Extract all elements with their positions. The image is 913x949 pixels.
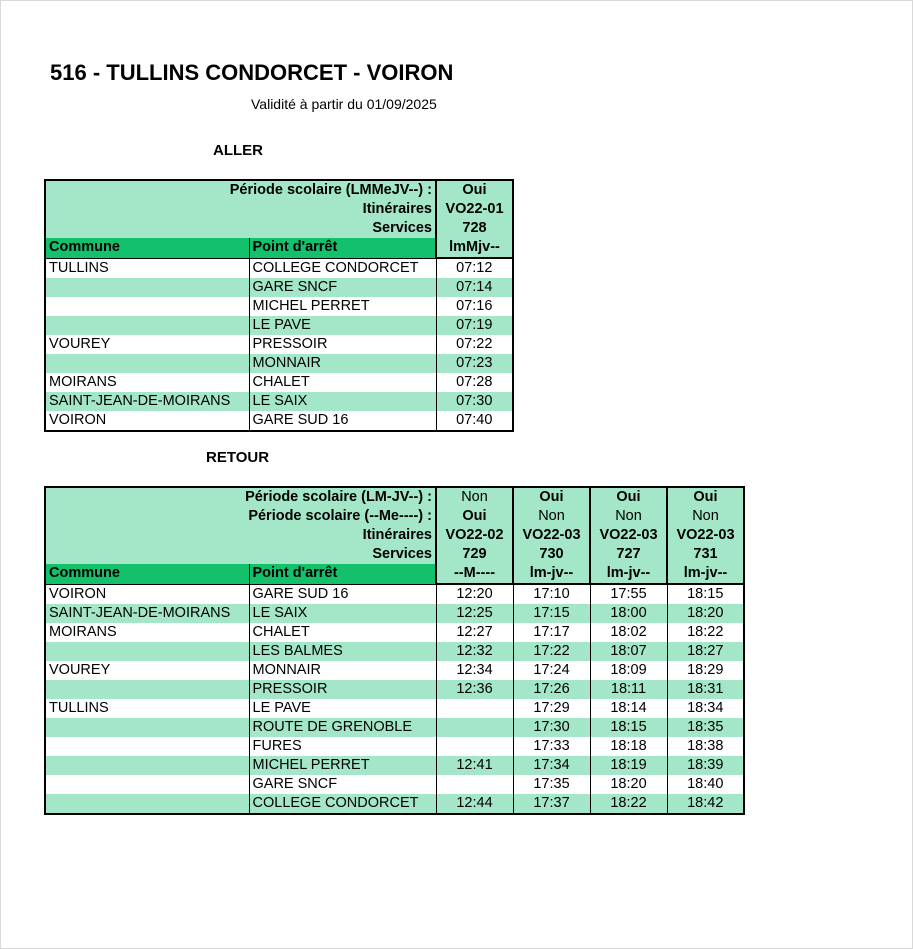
time-cell: 18:39 [667, 756, 744, 775]
header-row [45, 526, 744, 545]
header-value: Non [513, 507, 590, 526]
header-value: VO22-02 [436, 526, 513, 545]
commune-cell [45, 775, 249, 794]
time-cell: 07:12 [436, 258, 513, 278]
header-label: Période scolaire (LMMeJV--) : [45, 180, 436, 200]
time-cell: 18:35 [667, 718, 744, 737]
column-header-days: lmMjv-- [436, 238, 513, 258]
time-cell: 17:55 [590, 584, 667, 604]
stop-cell: MICHEL PERRET [249, 297, 436, 316]
commune-cell [45, 737, 249, 756]
table-row [45, 297, 513, 316]
time-cell: 18:15 [667, 584, 744, 604]
stop-cell: MONNAIR [249, 661, 436, 680]
time-cell [436, 699, 513, 718]
header-label: Période scolaire (LM-JV--) : [45, 487, 436, 507]
header-label: Services [45, 545, 436, 564]
time-cell: 18:11 [590, 680, 667, 699]
time-cell: 17:24 [513, 661, 590, 680]
header-row [45, 507, 744, 526]
time-cell: 12:41 [436, 756, 513, 775]
time-cell: 17:29 [513, 699, 590, 718]
stop-cell: COLLEGE CONDORCET [249, 258, 436, 278]
commune-cell: SAINT-JEAN-DE-MOIRANS [45, 604, 249, 623]
column-header-days: lm-jv-- [667, 564, 744, 584]
header-value: 729 [436, 545, 513, 564]
commune-cell: TULLINS [45, 699, 249, 718]
commune-cell: VOIRON [45, 584, 249, 604]
commune-cell [45, 642, 249, 661]
time-cell: 18:20 [590, 775, 667, 794]
time-cell: 18:31 [667, 680, 744, 699]
header-value: Oui [436, 180, 513, 200]
table-row [45, 411, 513, 431]
aller-section-title: ALLER [213, 142, 263, 159]
time-cell: 18:15 [590, 718, 667, 737]
table-row [45, 373, 513, 392]
stop-cell: PRESSOIR [249, 680, 436, 699]
stop-cell: GARE SUD 16 [249, 584, 436, 604]
stop-cell: COLLEGE CONDORCET [249, 794, 436, 814]
time-cell: 12:20 [436, 584, 513, 604]
time-cell: 07:19 [436, 316, 513, 335]
time-cell: 12:27 [436, 623, 513, 642]
column-header-days: lm-jv-- [590, 564, 667, 584]
header-row [45, 487, 744, 507]
header-value: 730 [513, 545, 590, 564]
time-cell: 18:09 [590, 661, 667, 680]
header-value: VO22-03 [590, 526, 667, 545]
time-cell: 07:14 [436, 278, 513, 297]
stop-cell: FURES [249, 737, 436, 756]
table-row [45, 680, 744, 699]
commune-cell: VOUREY [45, 661, 249, 680]
stop-cell: CHALET [249, 623, 436, 642]
header-row [45, 200, 513, 219]
table-row [45, 335, 513, 354]
stop-cell: LE PAVE [249, 316, 436, 335]
time-cell: 18:38 [667, 737, 744, 756]
header-row [45, 545, 744, 564]
header-label: Services [45, 219, 436, 238]
commune-cell [45, 680, 249, 699]
commune-cell [45, 794, 249, 814]
table-row [45, 642, 744, 661]
commune-cell: SAINT-JEAN-DE-MOIRANS [45, 392, 249, 411]
time-cell [436, 737, 513, 756]
commune-cell: MOIRANS [45, 373, 249, 392]
header-value: Oui [436, 507, 513, 526]
table-row [45, 718, 744, 737]
time-cell: 17:30 [513, 718, 590, 737]
stop-cell: LE PAVE [249, 699, 436, 718]
table-row [45, 794, 744, 814]
time-cell: 17:17 [513, 623, 590, 642]
stop-cell: ROUTE DE GRENOBLE [249, 718, 436, 737]
header-row [45, 180, 513, 200]
time-cell: 12:32 [436, 642, 513, 661]
column-header-days: --M---- [436, 564, 513, 584]
stop-cell: PRESSOIR [249, 335, 436, 354]
time-cell: 17:37 [513, 794, 590, 814]
header-value: 727 [590, 545, 667, 564]
page-title: 516 - TULLINS CONDORCET - VOIRON [50, 60, 454, 85]
header-value: Oui [590, 487, 667, 507]
table-row [45, 604, 744, 623]
time-cell: 07:22 [436, 335, 513, 354]
stop-cell: MICHEL PERRET [249, 756, 436, 775]
header-value: 731 [667, 545, 744, 564]
stop-cell: MONNAIR [249, 354, 436, 373]
stop-cell: GARE SNCF [249, 775, 436, 794]
time-cell: 17:35 [513, 775, 590, 794]
commune-cell [45, 756, 249, 775]
table-row [45, 699, 744, 718]
time-cell: 18:22 [667, 623, 744, 642]
commune-cell [45, 718, 249, 737]
column-header-days: lm-jv-- [513, 564, 590, 584]
time-cell: 18:14 [590, 699, 667, 718]
time-cell: 18:34 [667, 699, 744, 718]
stop-cell: LE SAIX [249, 392, 436, 411]
time-cell: 18:40 [667, 775, 744, 794]
header-value: Oui [513, 487, 590, 507]
retour-timetable [44, 486, 745, 815]
time-cell: 17:22 [513, 642, 590, 661]
time-cell: 07:23 [436, 354, 513, 373]
commune-cell [45, 278, 249, 297]
time-cell [436, 775, 513, 794]
table-row [45, 584, 744, 604]
time-cell: 18:02 [590, 623, 667, 642]
commune-cell: VOIRON [45, 411, 249, 431]
commune-cell [45, 354, 249, 373]
header-label: Période scolaire (--Me----) : [45, 507, 436, 526]
table-row [45, 354, 513, 373]
stop-cell: GARE SUD 16 [249, 411, 436, 431]
header-value: Non [436, 487, 513, 507]
stop-cell: LES BALMES [249, 642, 436, 661]
time-cell: 18:19 [590, 756, 667, 775]
time-cell: 12:36 [436, 680, 513, 699]
column-header-stop: Point d'arrêt [249, 564, 436, 584]
time-cell: 12:44 [436, 794, 513, 814]
time-cell: 18:00 [590, 604, 667, 623]
commune-cell [45, 297, 249, 316]
time-cell: 12:34 [436, 661, 513, 680]
time-cell: 18:20 [667, 604, 744, 623]
time-cell: 18:29 [667, 661, 744, 680]
aller-timetable [44, 179, 514, 432]
table-row [45, 756, 744, 775]
time-cell: 18:22 [590, 794, 667, 814]
table-row [45, 278, 513, 297]
time-cell: 18:42 [667, 794, 744, 814]
retour-section-title: RETOUR [206, 449, 270, 466]
table-row [45, 737, 744, 756]
time-cell: 07:30 [436, 392, 513, 411]
time-cell: 18:27 [667, 642, 744, 661]
time-cell: 12:25 [436, 604, 513, 623]
table-row [45, 392, 513, 411]
time-cell [436, 718, 513, 737]
commune-cell: VOUREY [45, 335, 249, 354]
stop-cell: LE SAIX [249, 604, 436, 623]
stop-cell: GARE SNCF [249, 278, 436, 297]
header-value: Oui [667, 487, 744, 507]
header-value: 728 [436, 219, 513, 238]
column-header-row [45, 564, 744, 584]
table-row [45, 258, 513, 278]
table-row [45, 623, 744, 642]
stop-cell: CHALET [249, 373, 436, 392]
commune-cell: MOIRANS [45, 623, 249, 642]
commune-cell [45, 316, 249, 335]
time-cell: 18:18 [590, 737, 667, 756]
table-row [45, 775, 744, 794]
column-header-stop: Point d'arrêt [249, 238, 436, 258]
column-header-commune: Commune [45, 238, 249, 258]
table-row [45, 661, 744, 680]
time-cell: 07:28 [436, 373, 513, 392]
column-header-row [45, 238, 513, 258]
validity-date: Validité à partir du 01/09/2025 [251, 96, 437, 112]
header-value: Non [667, 507, 744, 526]
time-cell: 07:16 [436, 297, 513, 316]
table-row [45, 316, 513, 335]
header-value: Non [590, 507, 667, 526]
time-cell: 17:33 [513, 737, 590, 756]
time-cell: 17:10 [513, 584, 590, 604]
time-cell: 17:15 [513, 604, 590, 623]
header-value: VO22-01 [436, 200, 513, 219]
header-value: VO22-03 [667, 526, 744, 545]
time-cell: 07:40 [436, 411, 513, 431]
time-cell: 17:34 [513, 756, 590, 775]
time-cell: 18:07 [590, 642, 667, 661]
column-header-commune: Commune [45, 564, 249, 584]
header-value: VO22-03 [513, 526, 590, 545]
time-cell: 17:26 [513, 680, 590, 699]
commune-cell: TULLINS [45, 258, 249, 278]
header-label: Itinéraires [45, 526, 436, 545]
header-row [45, 219, 513, 238]
header-label: Itinéraires [45, 200, 436, 219]
